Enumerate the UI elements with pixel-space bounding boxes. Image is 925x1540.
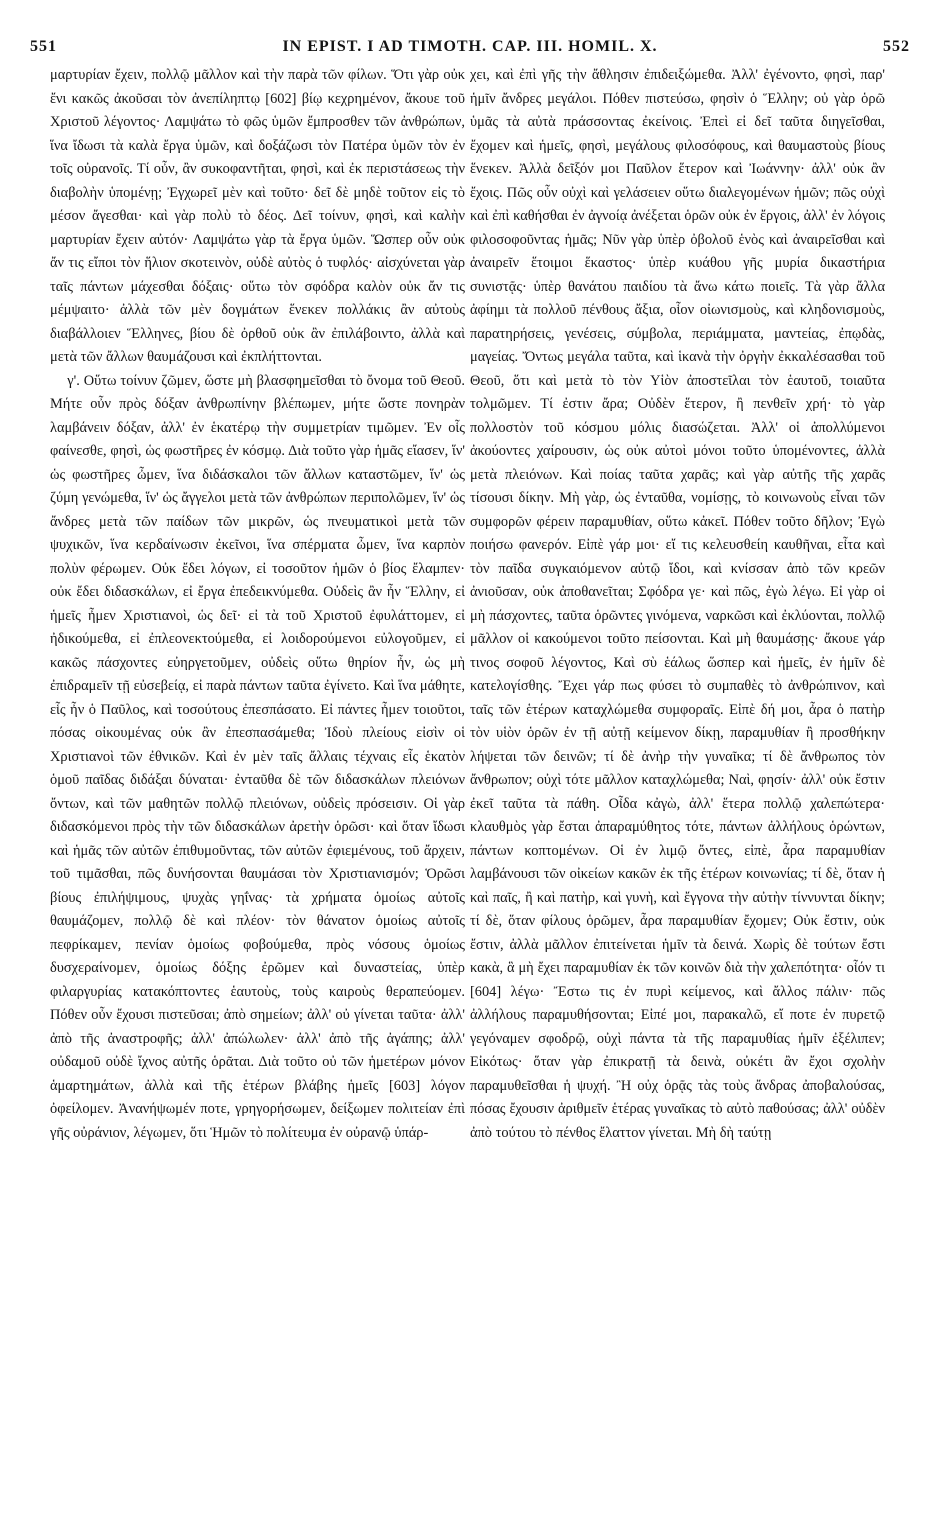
page-number-right: 552 <box>883 38 910 55</box>
running-header <box>30 34 910 64</box>
running-title: IN EPIST. I AD TIMOTH. CAP. III. HOMIL. X. <box>282 38 658 55</box>
left-column <box>50 64 465 1514</box>
right-column <box>470 64 885 1514</box>
paragraph: γ'. Οὕτω τοίνυν ζῶμεν, ὥστε μὴ βλασφημεῖσθαι τὸ ὄνομα τοῦ Θεοῦ. Μήτε οὖν πρὸς δόξαν ἀνθρωπίνην βλέπωμεν, μήτε ὥστε πονηρὰν λαμβάνειν δόξαν, ἀλλ' ἐν ἑκατέρῳ τὴν συμμετρίαν τιμῶμεν. Ἐν οἷς φαίνεσθε, φησὶ, ὡς φωστῆρες ἐν κόσμῳ. Διὰ τοῦτο γὰρ ἡμᾶς εἴασεν, ἵν' ὡς φωστῆρες ὦμεν, ἵνα διδάσκαλοι τῶν ἄλλων καταστῶμεν, ἵν' ὡς ζύμη γενώμεθα, ἵν' ὡς ἄγγελοι μετὰ τῶν ἀνθρώπων περιπολῶμεν, ἵν' ὡς ἄνδρες μετὰ τῶν παίδων τῶν μικρῶν, ὡς πνευματικοὶ μετὰ τῶν ψυχικῶν, ἵνα κερδαίνωσιν ἐκεῖνοι, ἵνα σπέρματα ὦμεν, ἵνα καρπὸν πολὺν φέρωμεν. Οὐκ ἔδει λόγων, εἰ τοσοῦτον ἡμῶν ὁ βίος ἔλαμπεν· οὐκ ἔδει διδασκάλων, εἰ ἔργα ἐπεδεικνύμεθα. Οὐδεὶς ἂν ἦν Ἕλλην, εἰ ἡμεῖς ἦμεν Χριστιανοὶ, ὡς δεῖ· εἰ τὰ τοῦ Χριστοῦ ἐφυλάττομεν, εἰ ἠδικούμεθα, εἰ ἐπλεονεκτούμεθα, εἰ λοιδορούμενοι εὐλογοῦμεν, εἰ κακῶς πάσχοντες εὐηργετοῦμεν, οὐδεὶς οὕτω θηρίον ἦν, ὡς μὴ ἐπιδραμεῖν τῇ εὐσεβείᾳ, εἰ παρὰ πάντων ταῦτα ἐγίνετο. Καὶ ἵνα μάθητε, εἷς ἦν ὁ Παῦλος, καὶ τοσούτους ἐπεσπάσατο. Εἰ πάντες ἦμεν τοιοῦτοι, πόσας οἰκουμένας οὐκ ἂν ἐπεσπασάμεθα; Ἰδοὺ πλείους εἰσὶν οἱ Χριστιανοὶ τῶν ἐθνικῶν. Καὶ ἐν μὲν ταῖς ἄλλαις τέχναις εἷς ἑκατὸν ὁμοῦ παῖδας διδάξαι δύναται· ἐνταῦθα δὲ τῶν διδασκάλων πλειόνων ὄντων, καὶ τῶν μαθητῶν πολλῷ πλειόνων, οὐδεὶς πρόσεισιν. Οἱ γὰρ διδασκόμενοι πρὸς τὴν τῶν διδασκάλων ἀρετὴν ὁρῶσι· καὶ ὅταν ἴδωσι καὶ ἡμᾶς τῶν αὐτῶν ἐπιθυμοῦντας, τῶν αὐτῶν ἐφιεμένους, τοῦ ἄρχειν, τοῦ τιμᾶσθαι, πῶς δυνήσονται θαυμάσαι τὸν Χριστιανισμόν; Ὁρῶσι βίους ἐπιλήψιμους, ψυχὰς γηΐνας· τὰ χρήματα ὁμοίως αὐτοῖς θαυμάζομεν, πολλῷ δὲ καὶ πλέον· τὸν θάνατον ὁμοίως αὐτοῖς πεφρίκαμεν, πενίαν ὁμοίως φοβούμεθα, πρὸς νόσους ὁμοίως δυσχεραίνομεν, ὁμοίως δόξης ἐρῶμεν καὶ δυναστείας, ὑπὲρ φιλαργυρίας κατακόπτοντες ἑαυτοὺς, τοὺς καιροὺς θεραπεύομεν. Πόθεν οὖν ἔχουσι πιστεῦσαι; ἀπὸ σημείων; ἀλλ' οὐ γίνεται ταῦτα· ἀλλ' ἀπὸ τῆς ἀναστροφῆς; ἀλλ' ἀπώλωλεν· ἀλλ' ἀπὸ τῆς ἀγάπης; ἀλλ' οὐδαμοῦ οὐδὲ ἴχνος αὐτῆς ὁρᾶται. Διὰ τοῦτο οὐ τῶν ἡμετέρων μόνον ἁμαρτημάτων, ἀλλὰ καὶ τῆς ἑτέρων βλάβης ἡμεῖς [603] λόγον ὀφείλομεν. Ἀνανήψωμέν ποτε, γρηγορήσωμεν, δείξωμεν πολιτείαν ἐπὶ γῆς οὐράνιον, λέγωμεν, ὅτι Ἡμῶν τὸ πολίτευμα ἐν οὐρανῷ ὑπάρ- <box>50 372 465 1141</box>
paragraph: μαρτυρίαν ἔχειν, πολλῷ μᾶλλον καὶ τὴν παρὰ τῶν φίλων. Ὅτι γὰρ οὐκ ἔνι κακῶς ἀκοῦσαι τὸν ἀνεπίληπτῳ [602] βίῳ κεχρημένον, ἄκουε τοῦ Χριστοῦ λέγοντος· Λαμψάτω τὸ φῶς ὑμῶν ἔμπροσθεν τῶν ἀνθρώπων, ἵνα ἴδωσι τὰ καλὰ ἔργα ὑμῶν, καὶ δοξάζωσι τὸν Πατέρα ὑμῶν τὸν ἐν τοῖς οὐρανοῖς. Τί οὖν, ἂν συκοφαντῆται, φησὶ, καὶ ἐκ περιστάσεως τὴν διαβολὴν ὑπομένῃ; Ἐγχωρεῖ μὲν καὶ τοῦτο· δεῖ δὲ μηδὲ τοῦτον εἰς τὸ μέσον ἄγεσθαι· καὶ γὰρ πολὺ τὸ δέος. Δεῖ τοίνυν, φησὶ, καὶ καλὴν μαρτυρίαν ἔχειν αὐτόν· Λαμψάτω γὰρ τὰ ἔργα ὑμῶν. Ὥσπερ οὖν οὐκ ἄν τις εἴποι τὸν ἥλιον σκοτεινὸν, οὐδὲ αὐτὸς ὁ τυφλός· αἰσχύνεται γὰρ ταῖς πάντων μάχεσθαι δόξαις· οὕτω τὸν σφόδρα καλὸν οὐκ ἄν τις μέμψαιτο· ἀλλὰ τῶν μὲν δογμάτων ἕνεκεν πολλάκις ἂν αὐτοὺς διαβάλλοιεν Ἕλληνες, βίου δὲ ὀρθοῦ οὐκ ἂν ἐπιλάβοιντο, ἀλλὰ καὶ μετὰ τῶν ἄλλων θαυμάζουσι καὶ ἐκπλήττονται. <box>50 67 465 365</box>
page-number-left: 551 <box>30 38 57 55</box>
paragraph: χει, καὶ ἐπὶ γῆς τὴν ἄθλησιν ἐπιδειξώμεθα. Ἀλλ' ἐγένοντο, φησὶ, παρ' ἡμῖν ἄνδρες μεγάλοι. Πόθεν πιστεύσω, φησὶν ὁ Ἕλλην; οὐ γὰρ ὁρῶ ὑμᾶς τὰ αὐτὰ πράσσοντας ἐκείνοις. Ἐπεὶ εἰ δεῖ ταῦτα διηγεῖσθαι, ἔχομεν καὶ ἡμεῖς, φησὶ, μεγάλους φιλοσόφους, καὶ θαυμαστοὺς βίους ἕνεκεν. Ἀλλὰ δεῖξόν μοι Παῦλον ἕτερον καὶ Ἰωάννην· ἀλλ' οὐκ ἂν ἔχοις. Πῶς οὖν οὐχὶ καὶ γελάσειεν οὕτω διαλεγομένων ἡμῶν; πῶς οὐχὶ καὶ ἐπὶ καθήσθαι ἐν ἀγνοίᾳ ἀνέξεται ὁρῶν οὐκ ἐν ἔργοις, ἀλλ' ἐν λόγοις φιλοσοφοῦντας ἡμᾶς; Νῦν γὰρ ὑπὲρ ὀβολοῦ ἑνὸς καὶ ἀναιρεῖσθαι καὶ ἀναιρεῖν ἕτοιμοι ἕκαστος· ὑπὲρ κυάθου γῆς μυρία δικαστήρια συνιστᾷς· ὑπὲρ θανάτου παιδίου τὰ ἄνω κάτω ποιεῖς. Τὰ γὰρ ἄλλα ἀφίημι τὰ πολλοῦ πένθους ἄξια, οἷον οἰωνισμοὺς, καὶ κληδονισμοὺς, παρατηρήσεις, γενέσεις, σύμβολα, περιάμματα, μαντείας, ἐπῳδὰς, μαγείας. Ὄντως μεγάλα ταῦτα, καὶ ἱκανὰ τὴν ὀργὴν ἐκκαλέσασθαι τοῦ Θεοῦ, ὅτι καὶ μετὰ τὸ τὸν Υἱὸν ἀποστεῖλαι τὸν ἑαυτοῦ, τοιαῦτα τολμῶμεν. Τί ἐστιν ἄρα; Οὐδὲν ἕτερον, ἢ πενθεῖν χρή· τὸ γὰρ πολλοστὸν τοῦ κόσμου μόλις διασώζεται. Ἀλλ' οἱ ἀπολλύμενοι ἀκούοντες χαίρουσιν, ὡς οὐκ αὐτοὶ μόνοι τοῦτο ὑπομένοντες, ἀλλὰ μετὰ πλειόνων. Καὶ ποίας ταῦτα χαρᾶς; καὶ γὰρ αὐτῆς τῆς χαρᾶς τίσουσι δίκην. Μὴ γὰρ, ὡς ἐνταῦθα, νομίσῃς, τὸ κοινωνοὺς εἶναι τῶν συμφορῶν φέρειν παραμυθίαν, οὕτω κἀκεῖ. Πόθεν τοῦτο δῆλον; Ἐγὼ ποιήσω φανερόν. Εἰπὲ γάρ μοι· εἴ τις κελευσθείη καυθῆναι, εἶτα καὶ τὸν παῖδα συγκαιόμενον αὐτῷ ἴδοι, καὶ κνίσσαν ἀπὸ τῶν κρεῶν ἀνιοῦσαν, οὐκ ἀποθανεῖται; Σφόδρα γε· καὶ πῶς, ἐγὼ λέγω. Εἰ γὰρ οἱ μὴ πάσχοντες, ταῦτα ὁρῶντες γινόμενα, ναρκῶσι καὶ ἐκλύονται, πολλῷ μᾶλλον οἱ κακούμενοι τοῦτο πείσονται. Καὶ μὴ θαυμάσῃς· ἄκουε γάρ τινος σοφοῦ λέγοντος, Καὶ σὺ ἑάλως ὥσπερ καὶ ἡμεῖς, ἐν ἡμῖν δὲ κατελογίσθης. Ἔχει γάρ πως φύσει τὸ συμπαθὲς τὸ ἀνθρώπινον, καὶ ταῖς τῶν ἑτέρων καταχλώμεθα συμφοραῖς. Εἰπὲ δή μοι, ἆρα ὁ πατὴρ τὸν υἱὸν ὁρῶν ἐν τῇ αὐτῇ κείμενον δίκῃ, παραμυθίαν ἢ προσθήκην λήψεται τῶν δεινῶν; τί δὲ ἀνὴρ τὴν γυναῖκα; τί δὲ ἄνθρωπος τὸν ἄνθρωπον; οὐχὶ τότε μᾶλλον καταχλώμεθα; Ναὶ, φησίν· ἀλλ' οὐκ ἔστιν ἐκεῖ ταῦτα τὰ πάθη. Οἶδα κἀγὼ, ἀλλ' ἕτερα πολλῷ χαλεπώτερα· κλαυθμὸς γὰρ ἔσται ἀπαραμύθητος τότε, πάντων ἀλλήλους ὁρώντων, πάντων κοπτομένων. Οἱ ἐν λιμῷ ὄντες, εἰπὲ, ἆρα παραμυθίαν λαμβάνουσι τῶν οἰκείων κακῶν ἐκ τῆς ἑτέρων κοινωνίας; τί δὲ, ὅταν ἡ καὶ παῖς, ἢ καὶ πατὴρ, καὶ γυνὴ, καὶ ἔγγονα τὴν αὐτὴν τίννυνται δίκην; τί δὲ, ὅταν φίλους ὁρῶμεν, ἆρα παραμυθίαν ἔχομεν; Οὐκ ἔστιν, οὐκ ἔστιν, ἀλλὰ μᾶλλον ἐπιτείνεται ἡμῖν τὰ δεινά. Χωρὶς δὲ τούτων ἔστι κακὰ, ἃ μὴ ἔχει παραμυθίαν ἐκ τῶν κοινῶν διὰ τὴν χαλεπότητα· οἷόν τι [604] λέγω· Ἔστω τις ἐν πυρὶ κείμενος, καὶ ἄλλος πάλιν· πῶς ἀλλήλους παραμυθήσονται; Εἰπέ μοι, παρακαλῶ, εἴ ποτε ἐν πυρετῷ γεγόναμεν σφοδρῷ, οὐχὶ πάντα τὰ τῆς παραμυθίας ἡμῖν ἐξέλιπεν; Εἰκότως· ὅταν γὰρ ἐπικρατῇ τὰ δεινὰ, οὐκέτι ἂν ἔχοι σχολὴν παραμυθεῖσθαι ἡ ψυχή. Ἢ οὐχ ὁρᾷς τὰς τοὺς ἄνδρας ἀποβαλούσας, πόσας ἔχουσιν ἀριθμεῖν ἑτέρας γυναῖκας τὸ αὐτὸ παθούσας; ἀλλ' οὐδὲν ἀπὸ τούτου τὸ πένθος ἔλαττον γίνεται. Μὴ δὴ ταύτῃ <box>470 67 885 1141</box>
